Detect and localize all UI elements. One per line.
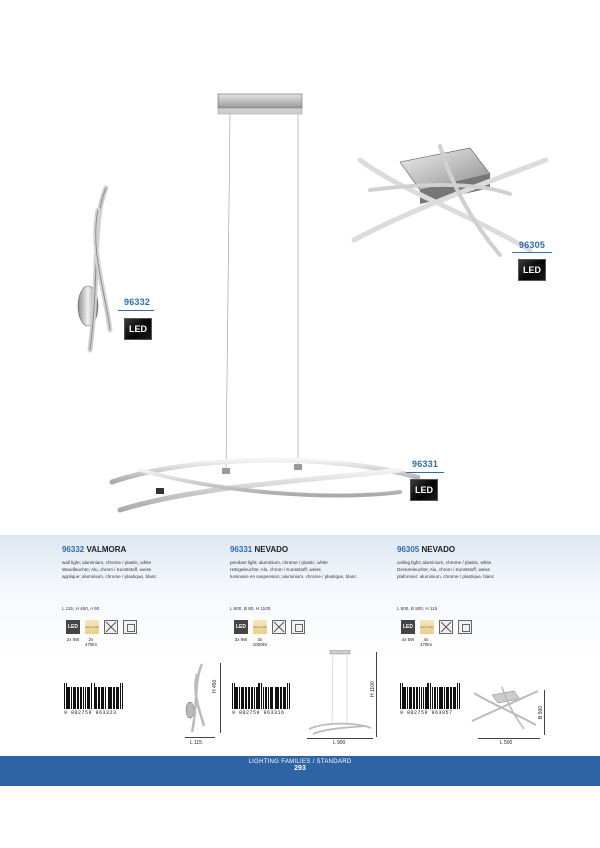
barcode-bar <box>68 687 70 709</box>
spec-band <box>0 535 600 755</box>
barcode-bar <box>421 687 422 709</box>
spec-column-96305 <box>397 545 567 580</box>
desc-fr: plafonnier; aluminium, chrome / plastique, blanc <box>397 574 495 579</box>
lumen-count: 2x <box>88 637 94 642</box>
warm-white-icon: warm white <box>85 620 99 634</box>
spec-icons <box>66 620 137 634</box>
dim-line-vertical <box>220 663 221 733</box>
led-badge-96305: LED <box>518 259 546 281</box>
protection-class-icon <box>291 620 305 634</box>
lumen-count: 4x <box>423 637 429 642</box>
spec-number: 96331 <box>230 545 253 554</box>
barcode-bar <box>287 683 288 709</box>
desc-fr: luminaire en suspension; aluminium, chrome / plastique, blanc <box>230 574 357 579</box>
led-icon: LED <box>66 620 80 634</box>
spec-description <box>397 559 567 580</box>
dim-label-length: L 900 <box>333 740 346 746</box>
pendant-drawing <box>305 650 375 740</box>
spec-number: 96332 <box>62 545 85 554</box>
barcode-bar <box>457 683 458 709</box>
barcode-bar <box>441 687 443 709</box>
spec-description <box>62 559 232 580</box>
warm-white-icon: warm white <box>420 620 434 634</box>
spec-number: 96305 <box>397 545 420 554</box>
led-icon: LED <box>234 620 248 634</box>
rule-96331 <box>406 472 444 473</box>
dim-label-length: L 115 <box>190 740 202 746</box>
barcode-bar <box>91 683 93 709</box>
barcode-bar <box>400 683 401 709</box>
barcode-bar <box>111 687 112 709</box>
dim-line-horizontal <box>478 738 540 739</box>
icon-caption-lumen <box>417 637 435 647</box>
label-96305: 96305 <box>519 240 546 250</box>
barcode-bar <box>432 687 434 709</box>
protection-class-icon <box>458 620 472 634</box>
barcode-bar <box>99 687 100 709</box>
spec-title <box>397 545 567 554</box>
barcode-bar <box>284 687 286 709</box>
spec-icons <box>401 620 472 634</box>
desc-de: Deckenleuchte; Alu, chrom / Kunststoff, weiss <box>397 567 490 572</box>
desc-en: pendant light; aluminium, chrome / plastic, white <box>230 560 328 565</box>
rule-96305 <box>512 252 552 253</box>
ceiling-light-photo <box>350 140 550 270</box>
dim-label-length: L 500 <box>500 740 513 746</box>
icon-caption-watt: 4x 5W <box>401 637 415 642</box>
barcode-bar <box>73 687 75 709</box>
barcode-bar <box>64 683 65 709</box>
barcode-bar <box>258 683 260 709</box>
footer-title: LIGHTING FAMILIES / STANDARD <box>248 759 352 765</box>
desc-en: wall light; aluminium, chrome / plastic, white <box>62 560 152 565</box>
barcode-bar <box>459 683 460 709</box>
not-dimmable-icon <box>104 620 118 634</box>
barcode-bar <box>241 687 243 709</box>
barcode-bar <box>454 687 456 709</box>
lumen-value: 1000lm <box>252 642 268 647</box>
not-dimmable-icon <box>439 620 453 634</box>
warm-white-icon: warm white <box>253 620 267 634</box>
barcode-bar <box>95 687 97 709</box>
lumen-value: 470lm <box>85 642 97 647</box>
page-number: 293 <box>294 765 306 772</box>
barcode-bar <box>278 687 279 709</box>
label-96332: 96332 <box>124 297 151 307</box>
barcode-number: 9 002759 963057 <box>400 710 453 716</box>
barcode-number: 9 002759 963323 <box>64 710 117 716</box>
icon-caption-lumen <box>82 637 100 647</box>
barcode-bar <box>236 687 238 709</box>
icon-caption-lumen <box>250 637 270 647</box>
spec-title <box>62 545 232 554</box>
barcode-bar <box>78 687 79 709</box>
icon-caption-watt: 2x 5W <box>66 637 80 642</box>
spec-dims: L 900, B 80, H 1100 <box>230 606 271 611</box>
led-badge-96331: LED <box>410 479 438 501</box>
barcode-bar <box>120 683 121 709</box>
barcode-bar <box>289 683 290 709</box>
barcode-bar <box>232 683 233 709</box>
icon-caption-watt: 3x 9W <box>234 637 248 642</box>
barcode-bar <box>407 687 408 709</box>
dim-line-vertical <box>376 652 377 737</box>
barcode-bar <box>280 687 282 709</box>
barcode-bar <box>113 687 115 709</box>
page-footer <box>0 756 600 786</box>
desc-de: Wandleuchte; Alu, chrom / Kunststoff, weiss <box>62 567 152 572</box>
barcode-bar <box>435 687 436 709</box>
barcode-bar <box>448 687 449 709</box>
spec-title <box>230 545 400 554</box>
spec-column-96332 <box>62 545 232 580</box>
barcode <box>400 687 460 709</box>
ceiling-drawing <box>470 685 540 735</box>
barcode-bar <box>71 687 72 709</box>
barcode-bar <box>83 687 85 709</box>
label-96331: 96331 <box>412 459 439 469</box>
spec-dims: L 115, H 450, A 90 <box>62 606 100 611</box>
wall-light-drawing <box>180 660 220 735</box>
spec-dims: L 500, B 500, H 115 <box>397 606 438 611</box>
lumen-value: 470lm <box>420 642 432 647</box>
barcode-bar <box>419 687 421 709</box>
barcode-bar <box>404 687 406 709</box>
desc-de: Hängeleuchte; Alu, chrom / Kunststoff, weiss <box>230 567 321 572</box>
barcode-bar <box>85 687 86 709</box>
barcode-bar <box>427 683 429 709</box>
dim-line-horizontal <box>307 738 373 739</box>
spec-name: VALMORA <box>86 545 127 554</box>
lumen-count: 3x <box>257 637 263 642</box>
barcode-bar <box>266 687 267 709</box>
dim-label-height: H 450 <box>212 679 218 693</box>
spec-icons <box>234 620 305 634</box>
barcode-bar <box>263 687 265 709</box>
led-icon: LED <box>401 620 415 634</box>
barcode-number: 9 002759 963316 <box>232 710 285 716</box>
dim-label-height: H 1100 <box>370 681 376 697</box>
barcode-bar <box>246 687 247 709</box>
barcode-bar <box>409 687 411 709</box>
spec-name: NEVADO <box>421 545 456 554</box>
dim-line-horizontal <box>185 737 215 738</box>
spec-description <box>230 559 400 580</box>
led-badge-96332: LED <box>124 318 152 340</box>
barcode-bar <box>414 687 415 709</box>
desc-fr: applique; aluminium, chrome / plastique, blanc <box>62 574 157 579</box>
dim-line-vertical <box>544 690 545 735</box>
barcode-bar <box>105 687 107 709</box>
barcode-bar <box>450 687 452 709</box>
dim-label-height: B 500 <box>538 705 544 719</box>
spec-column-96331 <box>230 545 400 580</box>
barcode-bar <box>117 687 119 709</box>
barcode-bar <box>252 687 253 709</box>
barcode-bar <box>239 687 240 709</box>
barcode-bar <box>272 687 273 709</box>
barcode <box>64 687 123 709</box>
protection-class-icon <box>123 620 137 634</box>
not-dimmable-icon <box>272 620 286 634</box>
spec-name: NEVADO <box>254 545 289 554</box>
desc-en: ceiling light; aluminium, chrome / plastic, white <box>397 560 492 565</box>
barcode-bar <box>122 683 123 709</box>
barcode <box>232 687 290 709</box>
